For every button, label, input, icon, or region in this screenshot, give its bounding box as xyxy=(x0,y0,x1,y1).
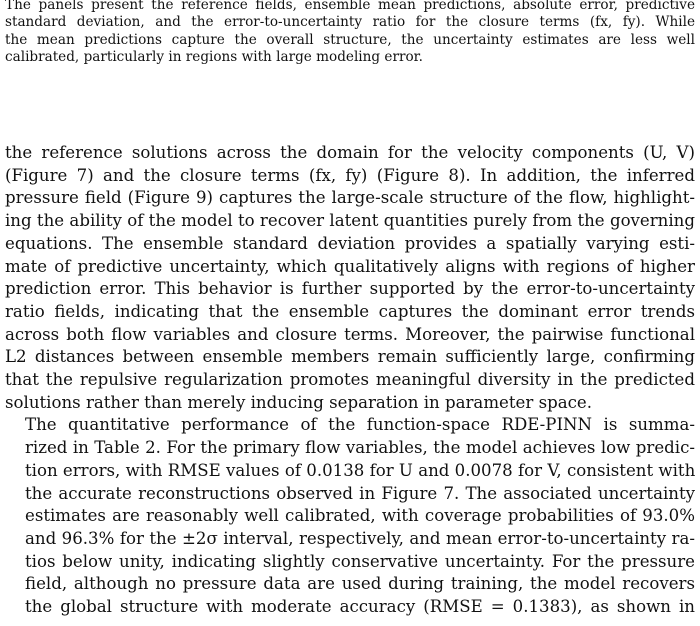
body-text xyxy=(5,142,695,619)
body-line: and 96.3% for the ±2σ interval, respectively, and mean error-to-uncertainty ra- xyxy=(25,528,695,548)
body-line: estimates are reasonably well calibrated, with coverage probabilities of 93.0% xyxy=(25,506,695,526)
caption-line: The panels present the reference fields, ensemble mean predictions, absolute error, predictive xyxy=(5,0,695,13)
body-line: (Figure 7) and the closure terms (fx, fy) (Figure 8). In addition, the inferred xyxy=(5,165,695,185)
body-line: prediction error. This behavior is further supported by the error-to-uncertainty xyxy=(5,279,695,299)
figure-caption xyxy=(5,0,695,67)
caption-line: standard deviation, and the error-to-uncertainty ratio for the closure terms (fx, fy). While xyxy=(5,14,695,31)
body-line: The quantitative performance of the function-space RDE-PINN is summa- xyxy=(25,415,695,435)
body-line: the accurate reconstructions observed in Figure 7. The associated uncertainty xyxy=(25,483,695,503)
caption-line: the mean predictions capture the overall structure, the uncertainty estimates are less well xyxy=(5,31,695,48)
body-line: rized in Table 2. For the primary flow variables, the model achieves low predic- xyxy=(25,438,695,458)
paragraph-2 xyxy=(5,414,695,618)
body-line: ing the ability of the model to recover latent quantities purely from the governing xyxy=(5,211,695,231)
body-line: ratio fields, indicating that the ensemble captures the dominant error trends xyxy=(5,301,695,321)
body-line: field, although no pressure data are used during training, the model recovers xyxy=(25,574,695,594)
body-line: tios below unity, indicating slightly conservative uncertainty. For the pressure xyxy=(25,551,695,571)
body-line: solutions rather than merely inducing separation in parameter space. xyxy=(5,392,592,412)
paragraph-1 xyxy=(5,142,695,414)
body-line: pressure field (Figure 9) captures the large-scale structure of the flow, highlight- xyxy=(5,188,695,208)
body-line: across both flow variables and closure terms. Moreover, the pairwise functional xyxy=(5,324,695,344)
body-line: the global structure with moderate accuracy (RMSE = 0.1383), as shown in xyxy=(25,597,695,617)
body-line: tion errors, with RMSE values of 0.0138 for U and 0.0078 for V, consistent with xyxy=(25,460,695,480)
body-line: mate of predictive uncertainty, which qualitatively aligns with regions of higher xyxy=(5,256,695,276)
body-line: equations. The ensemble standard deviation provides a spatially varying esti- xyxy=(5,233,695,253)
caption-line: calibrated, particularly in regions with large modeling error. xyxy=(5,49,423,66)
body-line: that the repulsive regularization promotes meaningful diversity in the predicted xyxy=(5,370,695,390)
body-line: L2 distances between ensemble members remain sufficiently large, confirming xyxy=(5,347,695,367)
body-line: the reference solutions across the domain for the velocity components (U, V) xyxy=(5,143,695,162)
